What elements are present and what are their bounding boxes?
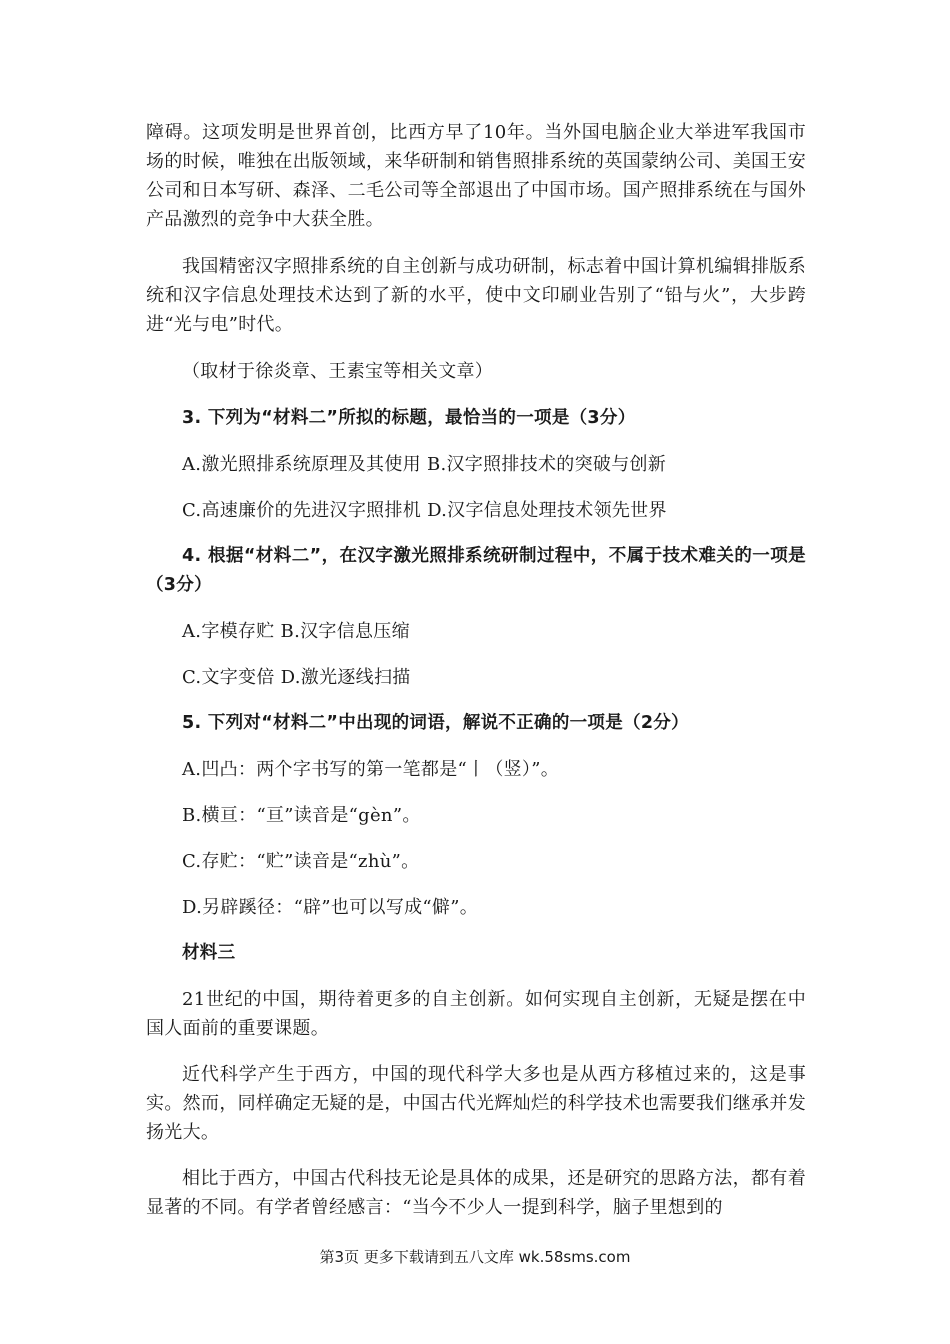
question-3-options-ab: A.激光照排系统原理及其使用 B.汉字照排技术的突破与创新	[182, 454, 667, 475]
question-5-option-c: C.存贮：“贮”读音是“zhù”。	[182, 851, 420, 872]
page-footer: 第3页 更多下载请到五八文库 wk.58sms.com	[319, 1248, 631, 1266]
material-3-heading: 材料三	[182, 943, 236, 963]
question-3-options-cd: C.高速廉价的先进汉字照排机 D.汉字信息处理技术领先世界	[182, 500, 667, 521]
question-5-option-b: B.横亘：“亘”读音是“gèn”。	[182, 805, 421, 826]
material-3-paragraph-2: 近代科学产生于西方，中国的现代科学大多也是从西方移植过来的，这是事实。然而，同样确定无疑的是，中国古代光辉灿烂的科学技术也需要我们继承并发扬光大。	[146, 1064, 806, 1143]
question-5-stem: 5. 下列对“材料二”中出现的词语，解说不正确的一项是（2分）	[182, 713, 689, 733]
question-3-stem: 3. 下列为“材料二”所拟的标题，最恰当的一项是（3分）	[182, 408, 636, 428]
question-5-option-a: A.凹凸：两个字书写的第一笔都是“丨（竖）”。	[182, 759, 560, 780]
source-citation: （取材于徐炎章、王素宝等相关文章）	[182, 361, 494, 382]
paragraph-conclusion: 我国精密汉字照排系统的自主创新与成功研制，标志着中国计算机编辑排版系统和汉字信息处理技术达到了新的水平，使中文印刷业告别了“铅与火”，大步跨进“光与电”时代。	[146, 256, 806, 335]
question-4-stem: 4. 根据“材料二”，在汉字激光照排系统研制过程中，不属于技术难关的一项是（3分）	[146, 546, 806, 595]
page-body	[146, 118, 806, 1222]
question-4-options-cd: C.文字变倍 D.激光逐线扫描	[182, 667, 411, 688]
material-3-paragraph-3: 相比于西方，中国古代科技无论是具体的成果，还是研究的思路方法，都有着显著的不同。有学者曾经感言：“当今不少人一提到科学，脑子里想到的	[146, 1168, 806, 1218]
question-4-options-ab: A.字模存贮 B.汉字信息压缩	[182, 621, 410, 642]
paragraph-continued: 障碍。这项发明是世界首创，比西方早了10年。当外国电脑企业大举进军我国市场的时候，唯独在出版领域，来华研制和销售照排系统的英国蒙纳公司、美国王安公司和日本写研、森泽、二毛公司等全部退出了中国市场。国产照排系统在与国外产品激烈的竞争中大获全胜。	[146, 122, 806, 230]
material-3-paragraph-1: 21世纪的中国，期待着更多的自主创新。如何实现自主创新，无疑是摆在中国人面前的重要课题。	[146, 989, 806, 1039]
question-5-option-d: D.另辟蹊径：“辟”也可以写成“僻”。	[182, 897, 479, 918]
